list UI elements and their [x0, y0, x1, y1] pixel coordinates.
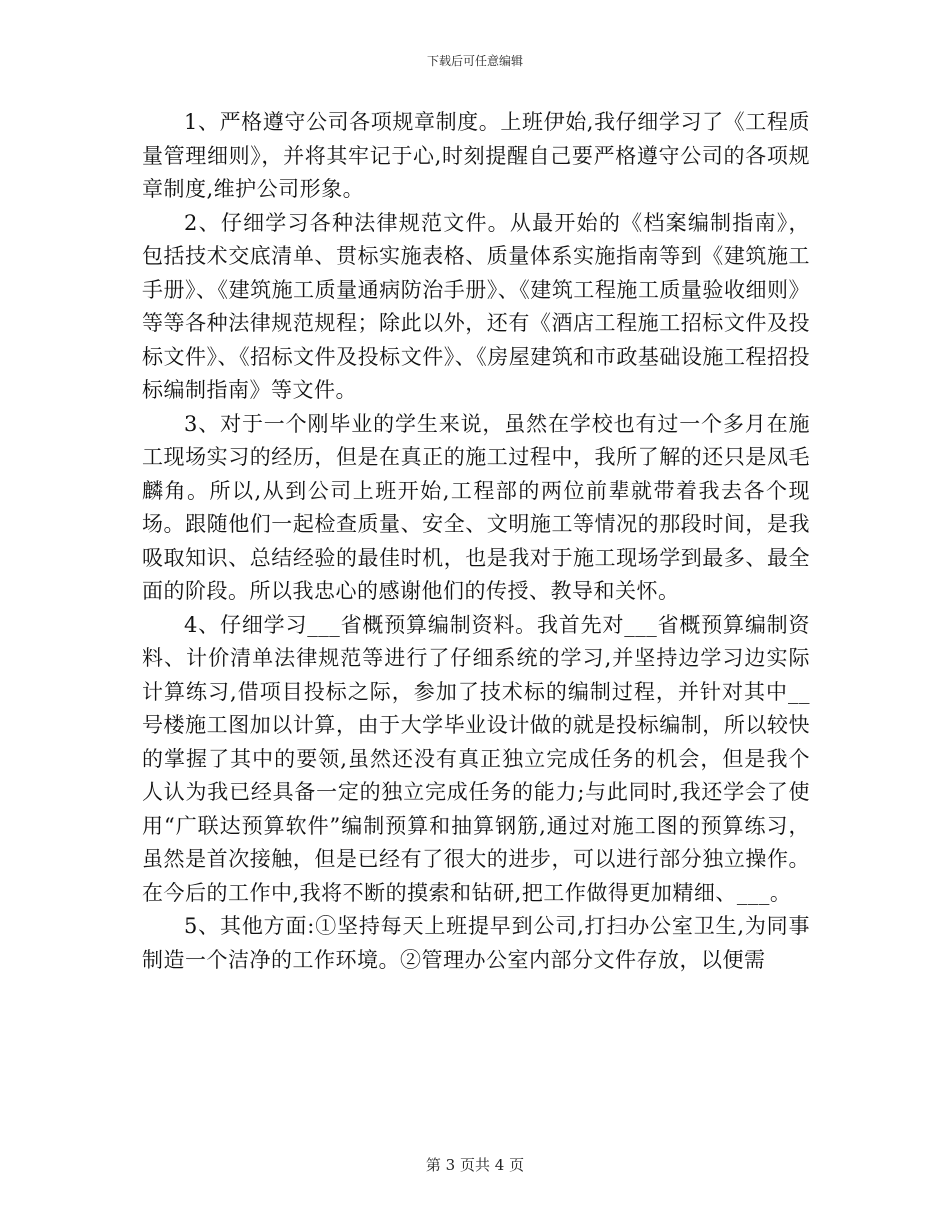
paragraph-2: 2、仔细学习各种法律规范文件。从最开始的《档案编制指南》，包括技术交底清单、贯标实施表格、质量体系实施指南等到《建筑施工手册》、《建筑施工质量通病防治手册》、《建筑工程施工质量验收细则》等等各种法律规范规程；除此以外，还有《酒店工程施工招标文件及投标文件》、《招标文件及投标文件》、《房屋建筑和市政基础设施工程招投标编制指南》等文件。 [142, 210, 810, 402]
paragraph-1: 1、严格遵守公司各项规章制度。上班伊始,我仔细学习了《工程质量管理细则》，并将其牢记于心,时刻提醒自己要严格遵守公司的各项规章制度,维护公司形象。 [142, 110, 810, 201]
paragraph-4: 4、仔细学习___省概预算编制资料。我首先对___省概预算编制资料、计价清单法律规范等进行了仔细系统的学习,并坚持边学习边实际计算练习,借项目投标之际，参加了技术标的编制过程，并针对其中__号楼施工图加以计算，由于大学毕业设计做的就是投标编制，所以较快的掌握了其中的要领,虽然还没有真正独立完成任务的机会，但是我个人认为我已经具备一定的独立完成任务的能力;与此同时,我还学会了使用“广联达预算软件”编制预算和抽算钢筋,通过对施工图的预算练习，虽然是首次接触，但是已经有了很大的进步，可以进行部分独立操作。在今后的工作中,我将不断的摸索和钻研,把工作做得更加精细、___。 [142, 612, 810, 905]
document-body [142, 106, 810, 977]
page-footer: 第 3 页共 4 页 [425, 1156, 525, 1174]
paragraph-5: 5、其他方面:①坚持每天上班提早到公司,打扫办公室卫生,为同事制造一个洁净的工作环境。②管理办公室内部分文件存放，以便需 [142, 914, 810, 972]
paragraph-3: 3、对于一个刚毕业的学生来说，虽然在学校也有过一个多月在施工现场实习的经历，但是在真正的施工过程中，我所了解的还只是凤毛麟角。所以,从到公司上班开始,工程部的两位前辈就带着我去各个现场。跟随他们一起检查质量、安全、文明施工等情况的那段时间，是我吸取知识、总结经验的最佳时机，也是我对于施工现场学到最多、最全面的阶段。所以我忠心的感谢他们的传授、教导和关怀。 [142, 411, 810, 603]
page-header: 下载后可任意编辑 [426, 54, 523, 68]
